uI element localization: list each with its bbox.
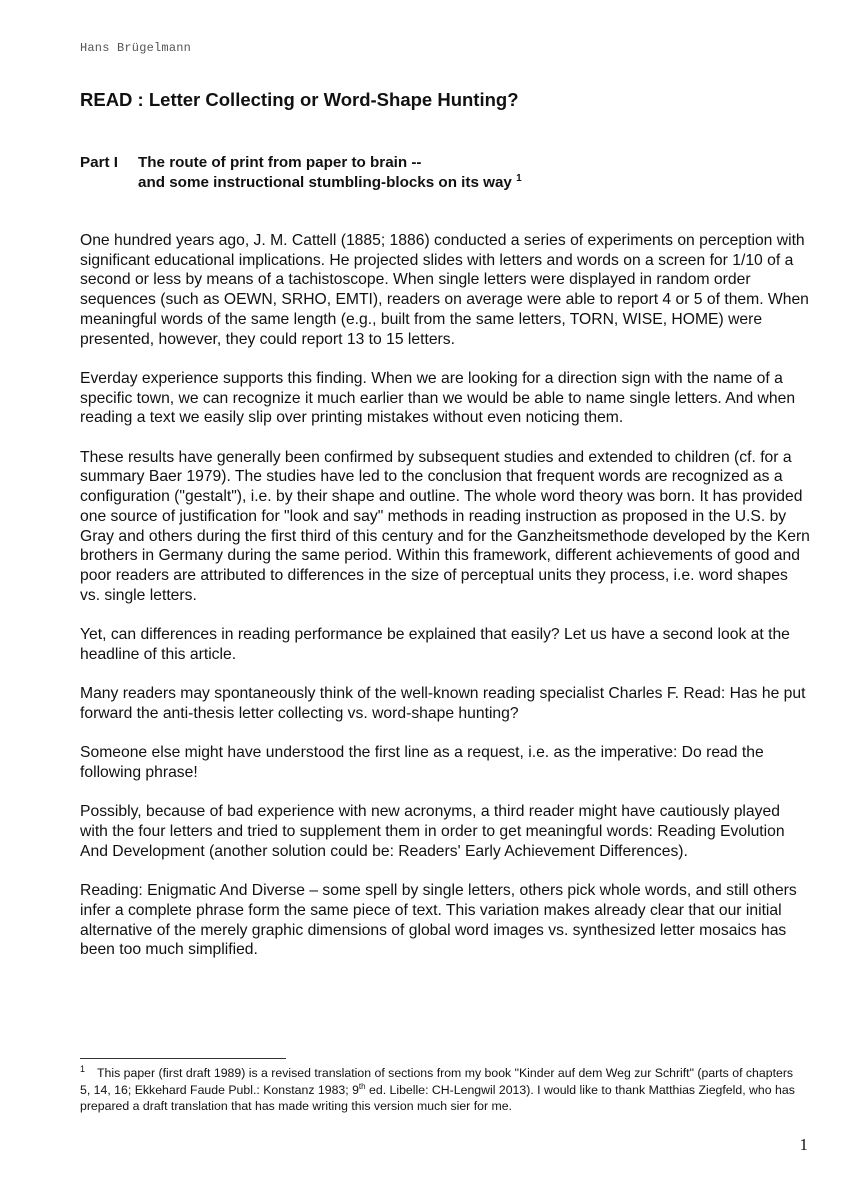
footnote-superscript: th <box>358 1081 366 1091</box>
footnote-separator <box>80 1058 286 1059</box>
page-number: 1 <box>799 1135 808 1154</box>
paragraph: Someone else might have understood the first line as a request, i.e. as the imperative: Do read the following phrase! <box>80 744 764 781</box>
paragraph: Everday experience supports this finding. When we are looking for a direction sign with the name of a specific town, we can recognize it much earlier than we would be able to name single letters. And when reading a text we easily slip over printing mistakes without even noticing them. <box>80 369 796 427</box>
footnote-mark: 1 <box>80 1063 86 1074</box>
part-title-line2-text: and some instructional stumbling-blocks on its way <box>138 174 512 191</box>
paragraph: Yet, can differences in reading performance be explained that easily? Let us have a second look at the headline of this article. <box>80 626 790 663</box>
part-number: Part I <box>80 154 118 171</box>
paragraph: Reading: Enigmatic And Diverse – some spell by single letters, others pick whole words, and still others infer a complete phrase form the same piece of text. This variation makes already clear that our initial alternative of the merely graphic dimensions of global word images vs. synthesized letter mosaics has been too much simplified. <box>80 882 797 959</box>
paragraph: Many readers may spontaneously think of the well-known reading specialist Charles F. Read: Has he put forward the anti-thesis letter collecting vs. word-shape hunting? <box>80 685 806 722</box>
document-title: READ : Letter Collecting or Word-Shape Hunting? <box>80 89 519 110</box>
paragraph: These results have generally been confirmed by subsequent studies and extended to children (cf. for a summary Baer 1979). The studies have led to the conclusion that frequent words are recognized as a configuration ("gestalt"), i.e. by their shape and outline. The whole word theory was born. It has provided one source of justification for "look and say" methods in reading instruction as proposed in the U.S. by Gray and others during the first third of this century and for the Ganzheitsmethode developed by the Kern brothers in Germany during the same period. Within this framework, different achievements of good and poor readers are attributed to differences in the size of perceptual units they process, i.e. word shapes vs. single letters. <box>80 448 810 604</box>
part-title-line1: The route of print from paper to brain -- <box>138 154 422 171</box>
paragraph: One hundred years ago, J. M. Cattell (1885; 1886) conducted a series of experiments on perception with significant educational implications. He projected slides with letters and words on a screen for 1/10 of a second or less by means of a tachistoscope. When single letters were displayed in random order sequences (such as OEWN, SRHO, EMTI), readers on average were able to report 4 or 5 of them. When meaningful words of the same length (e.g., built from the same letters, TORN, WISE, HOME) were presented, however, they could report 13 to 15 letters. <box>80 232 809 348</box>
running-header: Hans Brügelmann <box>80 41 192 55</box>
footnote <box>80 1065 800 1115</box>
footnote-text-part2: ed. Libelle: CH-Lengwil 2013). I would like to thank Matthias Ziegfeld, who has prepared a draft translation that has made writing this version much sier for me. <box>80 1082 795 1113</box>
part-title-line2 <box>138 173 522 193</box>
footnote-reference: 1 <box>516 172 522 184</box>
paragraph: Possibly, because of bad experience with new acronyms, a third reader might have cautiously played with the four letters and tried to supplement them in order to get meaningful words: Reading Evolution And Development (another solution could be: Readers' Early Achievement Differences). <box>80 803 785 860</box>
footnote-text-part1: This paper (first draft 1989) is a revised translation of sections from my book "Kinder auf dem Weg zur Schrift" (parts of chapters 5, 14, 16; Ekkehard Faude Publ.: Konstanz 1983; 9 <box>80 1066 794 1097</box>
body-text <box>80 231 812 980</box>
